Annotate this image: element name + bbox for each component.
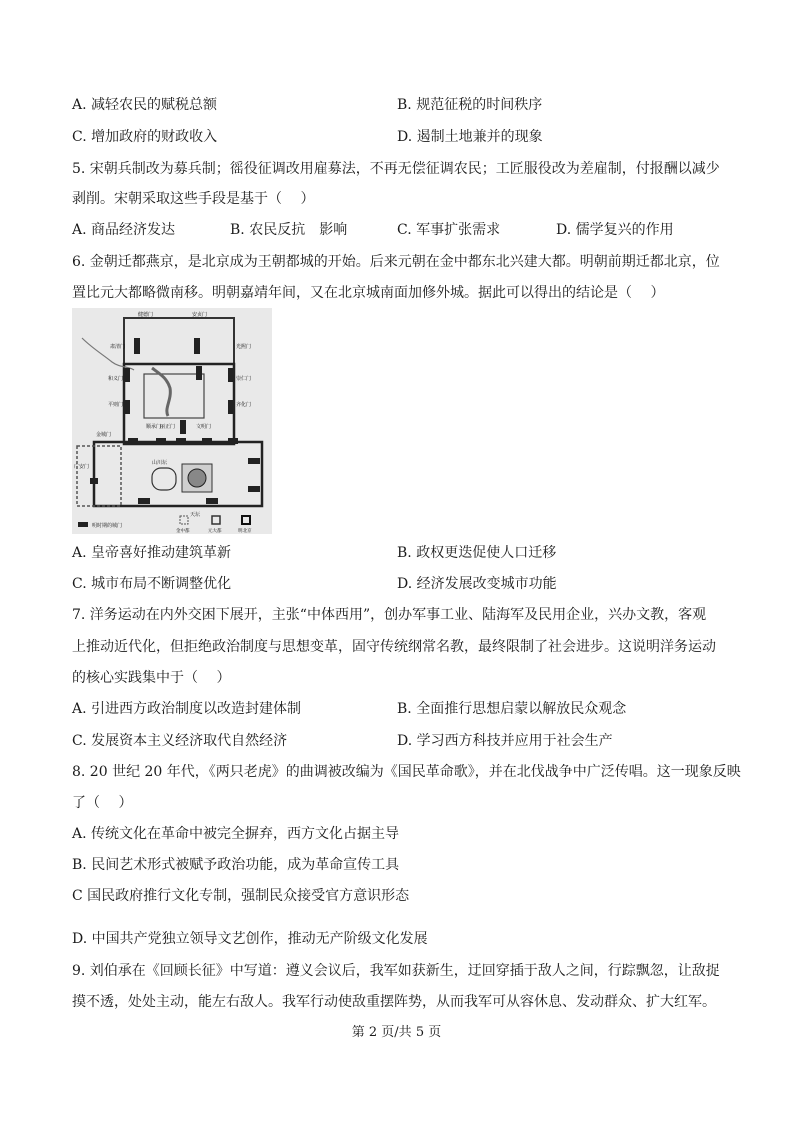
map-label: 健德门 (138, 312, 154, 318)
gate-marker (228, 438, 238, 444)
q6-option-d: D. 经济发展改变城市功能 (397, 576, 557, 592)
q7-stem-line1: 7. 洋务运动在内外交困下展开，主张“中体西用”，创办军事工业、陆海军及民用企业，兴办文教，客观 (72, 607, 707, 623)
map-label: 金城门 (96, 432, 112, 438)
q6-option-b: B. 政权更迭促使人口迁移 (397, 545, 557, 561)
legend-ming-label: 明北京 (238, 529, 252, 534)
gate-marker (134, 338, 140, 354)
q6-option-c: C. 城市布局不断调整优化 (72, 576, 232, 592)
gate-marker (156, 438, 166, 444)
q8-option-d: D. 中国共产党独立领导文艺创作，推动无产阶级文化发展 (72, 931, 428, 947)
q8-stem-line1: 8. 20 世纪 20 年代，《两只老虎》的曲调被改编为《国民革命歌》，并在北伐战争中广泛传唱。这一现象反映 (72, 764, 741, 780)
gate-marker (202, 438, 212, 444)
q7-stem-line3: 的核心实践集中于（ ） (72, 670, 231, 686)
map-label: 平则门 (108, 402, 124, 408)
q4-option-a: A. 减轻农民的赋税总额 (72, 97, 218, 113)
map-background (72, 308, 272, 534)
gate-marker (228, 400, 234, 414)
map-label: 光熙门 (236, 344, 252, 350)
map-figure (72, 308, 272, 534)
map-label: 山川坛 (152, 460, 168, 466)
map-label: 文明门 (196, 424, 212, 430)
q7-option-b: B. 全面推行思想启蒙以解放民众观念 (397, 701, 627, 717)
legend-jin-label: 金中都 (176, 529, 190, 534)
legend-gate-label: 明时期的城门 (92, 523, 123, 529)
page-footer: 第 2 页/共 5 页 (351, 1025, 442, 1040)
map-label: 天坛 (190, 512, 201, 518)
q7-option-c: C. 发展资本主义经济取代自然经济 (72, 733, 288, 749)
gate-marker (196, 366, 202, 380)
map-label: 安贞门 (192, 312, 208, 318)
q8-option-b: B. 民间艺术形式被赋予政治功能，成为革命宣传工具 (72, 857, 400, 873)
q8-option-c: C 国民政府推行文化专制，强制民众接受官方意识形态 (72, 888, 410, 904)
q8-stem-line2: 了（ ） (72, 795, 133, 811)
gate-marker (194, 338, 200, 354)
map-label: 肃清门 (110, 344, 126, 350)
q5-option-b: B. 农民反抗 影响 (230, 222, 348, 238)
q5-stem-line2: 剥削。宋朝采取这些手段是基于（ ） (72, 191, 315, 207)
q9-stem-line1: 9. 刘伯承在《回顾长征》中写道：遵义会议后，我军如获新生，迂回穿插于敌人之间，行踪飘忽，让敌捉 (72, 963, 720, 979)
gate-marker (128, 438, 138, 444)
q6-stem-line1: 6. 金朝迁都燕京，是北京成为王朝都城的开始。后来元朝在金中都东北兴建大都。明朝前期迁都北京，位 (72, 254, 720, 270)
legend-gate-swatch (78, 522, 88, 527)
q5-option-c: C. 军事扩张需求 (397, 222, 501, 238)
q5-stem-line1: 5. 宋朝兵制改为募兵制；徭役征调改用雇募法，不再无偿征调农民；工匠服役改为差雇制，付报酬以减少 (72, 161, 720, 177)
q5-option-d: D. 儒学复兴的作用 (556, 222, 674, 238)
map-label: 丽正门 (160, 424, 176, 430)
q4-option-c: C. 增加政府的财政收入 (72, 129, 218, 145)
map-label: 齐化门 (236, 402, 252, 408)
q8-option-a: A. 传统文化在革命中被完全摒弃，西方文化占据主导 (72, 826, 400, 842)
legend-yuan-label: 元大都 (208, 529, 222, 534)
gate-marker (206, 498, 218, 504)
map-label: 和义门 (108, 376, 124, 382)
temple-of-heaven-altar (188, 469, 206, 487)
gate-marker (248, 458, 260, 464)
beijing-city-map (72, 308, 272, 534)
q7-option-d: D. 学习西方科技并应用于社会生产 (397, 733, 613, 749)
q9-stem-line2: 摸不透，处处主动，能左右敌人。我军行动使敌重摆阵势，从而我军可从容休息、发动群众、扩大红军。 (72, 994, 716, 1010)
map-label: 顺承门 (146, 424, 162, 430)
gate-marker (228, 368, 234, 382)
gate-marker (176, 438, 186, 444)
gate-marker (248, 486, 260, 492)
q6-option-a: A. 皇帝喜好推动建筑革新 (72, 545, 232, 561)
gate-marker (124, 368, 130, 382)
q4-option-b: B. 规范征税的时间秩序 (397, 97, 543, 113)
gate-marker (180, 420, 186, 434)
q4-option-d: D. 遏制土地兼并的现象 (397, 129, 543, 145)
gate-marker (138, 498, 150, 504)
q6-stem-line2: 置比元大都略微南移。明朝嘉靖年间，又在北京城南面加修外城。据此可以得出的结论是（ ） (72, 285, 665, 301)
q5-option-a: A. 商品经济发达 (72, 222, 176, 238)
map-label: 广安门 (74, 464, 90, 470)
q7-option-a: A. 引进西方政治制度以改造封建体制 (72, 701, 302, 717)
gate-marker (124, 400, 130, 414)
gate-marker (90, 478, 98, 484)
map-label: 崇仁门 (236, 376, 252, 382)
q7-stem-line2: 上推动近代化，但拒绝政治制度与思想变革，固守传统纲常名教，最终限制了社会进步。这说明洋务运动 (72, 639, 716, 655)
